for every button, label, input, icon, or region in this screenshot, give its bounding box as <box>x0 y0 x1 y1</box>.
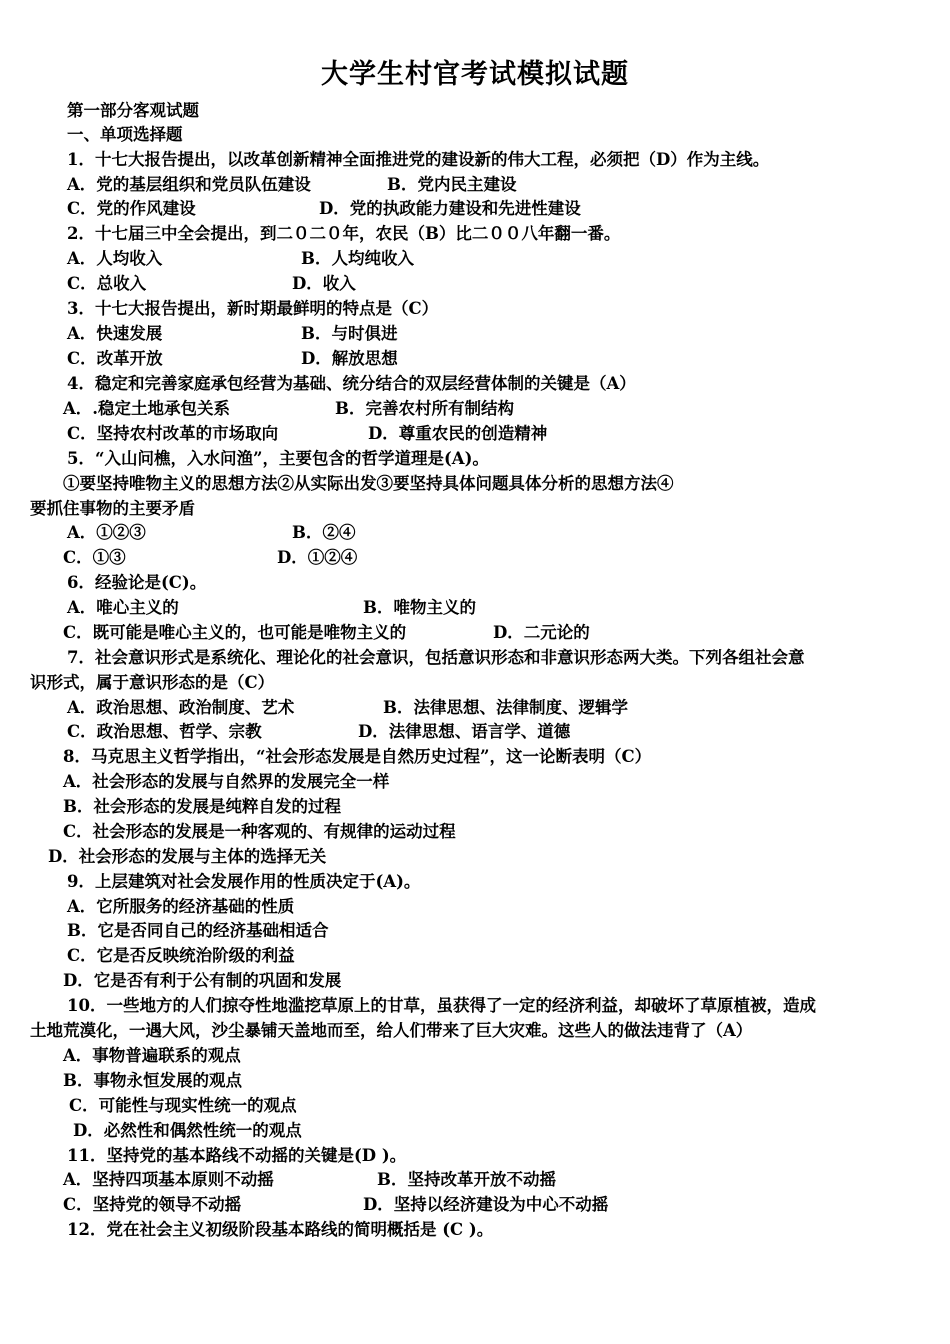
option-b: B．人均纯收入 <box>301 249 414 268</box>
question-4-stem: 4．稳定和完善家庭承包经营为基础、统分结合的双层经营体制的关键是（A） <box>67 374 636 393</box>
option-b: B．事物永恒发展的观点 <box>63 1071 242 1090</box>
option-b: B．完善农村所有制结构 <box>335 399 514 418</box>
option-b: B．唯物主义的 <box>363 598 476 617</box>
option-c: C．坚持党的领导不动摇 <box>63 1195 242 1214</box>
option-d: D．它是否有利于公有制的巩固和发展 <box>63 971 342 990</box>
question-3-stem: 3．十七大报告提出，新时期最鲜明的特点是（C） <box>67 299 439 318</box>
question-9-stem: 9．上层建筑对社会发展作用的性质决定于(A)。 <box>67 872 421 891</box>
option-a: A．.稳定土地承包关系 <box>63 399 231 418</box>
option-b: B．②④ <box>292 523 356 542</box>
question-1-stem: 1．十七大报告提出，以改革创新精神全面推进党的建设新的伟大工程，必须把（D）作为主线。 <box>67 150 770 169</box>
option-d: D．①②④ <box>277 548 358 567</box>
option-d: D．法律思想、语言学、道德 <box>358 722 571 741</box>
question-2-stem: 2．十七届三中全会提出，到二０二０年，农民（B）比二００八年翻一番。 <box>67 224 621 243</box>
option-c: C．改革开放 <box>67 349 163 368</box>
option-b: B．社会形态的发展是纯粹自发的过程 <box>63 797 341 816</box>
option-d: D．党的执政能力建设和先进性建设 <box>319 199 581 218</box>
option-c: C．①③ <box>63 548 126 567</box>
question-10-stem-cont: 土地荒漠化，一遇大风，沙尘暴铺天盖地而至，给人们带来了巨大灾难。这些人的做法违背了（A） <box>30 1021 753 1040</box>
option-d: D．必然性和偶然性统一的观点 <box>73 1121 302 1140</box>
option-d: D．社会形态的发展与主体的选择无关 <box>48 847 327 866</box>
option-c: C．既可能是唯心主义的，也可能是唯物主义的 <box>63 623 407 642</box>
question-5-stem: 5．“入山问樵，入水问渔”，主要包含的哲学道理是(A)。 <box>67 449 489 468</box>
option-b: B．坚持改革开放不动摇 <box>377 1170 556 1189</box>
option-c: C．坚持农村改革的市场取向 <box>67 424 279 443</box>
option-d: D．解放思想 <box>301 349 398 368</box>
option-a: A．它所服务的经济基础的性质 <box>67 897 295 916</box>
question-5-statements-cont: 要抓住事物的主要矛盾 <box>30 499 195 518</box>
section-heading: 一、单项选择题 <box>67 125 183 144</box>
option-d: D．尊重农民的创造精神 <box>368 424 548 443</box>
option-c: C．党的作风建设 <box>67 199 196 218</box>
option-a: A．事物普遍联系的观点 <box>63 1046 241 1065</box>
option-b: B．党内民主建设 <box>387 175 517 194</box>
question-7-stem: 7．社会意识形式是系统化、理论化的社会意识，包括意识形态和非意识形态两大类。下列各组社会意 <box>67 648 805 667</box>
option-a: A．①②③ <box>67 523 146 542</box>
option-b: B．它是否同自己的经济基础相适合 <box>67 921 329 940</box>
question-6-stem: 6．经验论是(C)。 <box>67 573 207 592</box>
option-d: D．二元论的 <box>493 623 590 642</box>
option-b: B．与时俱进 <box>301 324 398 343</box>
option-c: C．总收入 <box>67 274 147 293</box>
question-5-statements: ①要坚持唯物主义的思想方法②从实际出发③要坚持具体问题具体分析的思想方法④ <box>63 474 674 493</box>
question-11-stem: 11．坚持党的基本路线不动摇的关键是(D )。 <box>67 1146 407 1165</box>
option-a: A．社会形态的发展与自然界的发展完全一样 <box>63 772 390 791</box>
question-12-stem: 12．党在社会主义初级阶段基本路线的简明概括是 (C )。 <box>67 1220 494 1239</box>
option-a: A．唯心主义的 <box>67 598 179 617</box>
option-c: C．它是否反映统治阶级的利益 <box>67 946 295 965</box>
option-b: B．法律思想、法律制度、逻辑学 <box>383 698 628 717</box>
option-c: C．政治思想、哲学、宗教 <box>67 722 262 741</box>
page-title: 大学生村官考试模拟试题 <box>321 59 629 90</box>
option-a: A．人均收入 <box>67 249 163 268</box>
question-10-stem: 10．一些地方的人们掠夺性地滥挖草原上的甘草，虽获得了一定的经济利益，却破坏了草原植被，造成 <box>67 996 816 1015</box>
option-c: C．可能性与现实性统一的观点 <box>69 1096 297 1115</box>
part-heading: 第一部分客观试题 <box>67 101 199 120</box>
option-c: C．社会形态的发展是一种客观的、有规律的运动过程 <box>63 822 456 841</box>
option-a: A．坚持四项基本原则不动摇 <box>63 1170 274 1189</box>
option-d: D．收入 <box>292 274 356 293</box>
option-a: A．政治思想、政治制度、艺术 <box>67 698 295 717</box>
question-7-stem-cont: 识形式，属于意识形态的是（C） <box>30 673 275 692</box>
question-8-stem: 8．马克思主义哲学指出，“社会形态发展是自然历史过程”，这一论断表明（C） <box>63 747 652 766</box>
option-a: A．快速发展 <box>67 324 163 343</box>
option-d: D．坚持以经济建设为中心不动摇 <box>363 1195 609 1214</box>
option-a: A．党的基层组织和党员队伍建设 <box>67 175 311 194</box>
